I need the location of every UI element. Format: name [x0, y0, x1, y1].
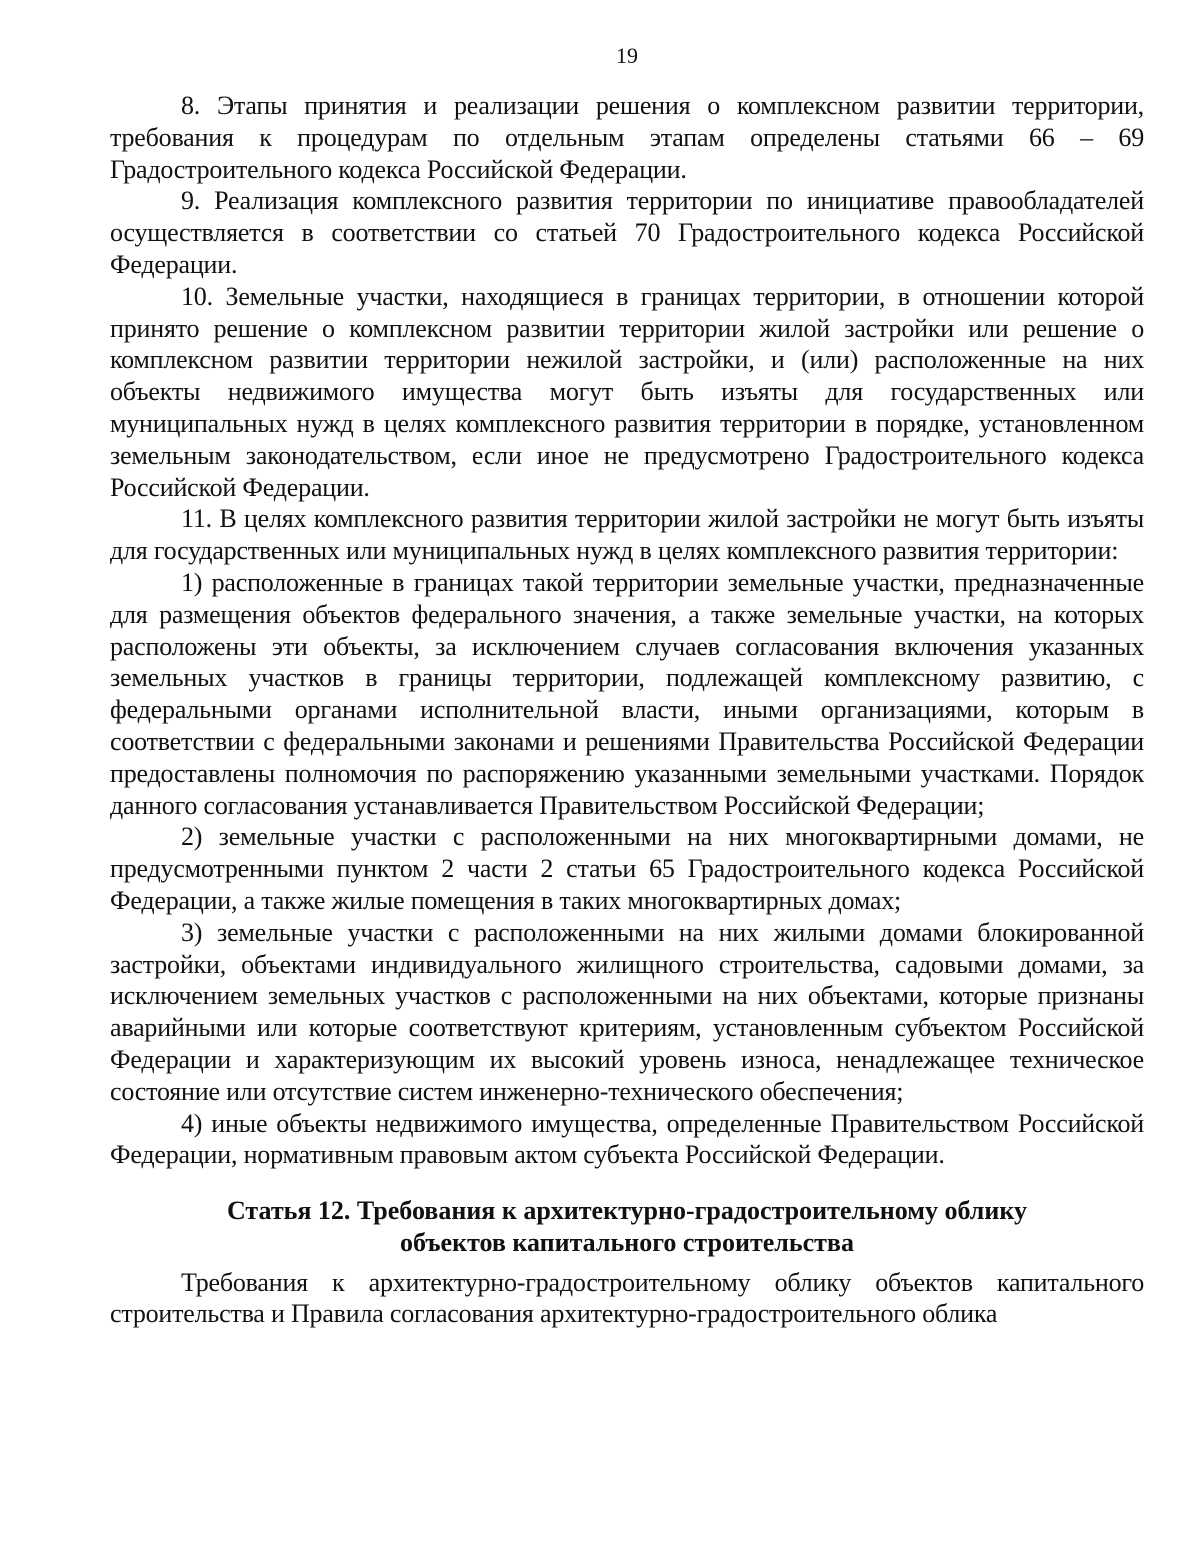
page-number: 19 — [616, 43, 638, 68]
paragraph-11: 11. В целях комплексного развития территории жилой застройки не могут быть изъяты для государственных или муниципальных нужд в целях комплексного развития территории: — [110, 504, 1144, 566]
paragraph-8: 8. Этапы принятия и реализации решения о комплексном развитии территории, требования к процедурам по отдельным этапам определены статьями 66 – 69 Градостроительного кодекса Российской Федерации. — [110, 91, 1144, 184]
article-heading-line-2: объектов капитального строительства — [400, 1227, 854, 1257]
document-body — [110, 90, 1144, 1330]
list-item-1: 1) расположенные в границах такой территории земельные участки, предназначенные для размещения объектов федерального значения, а также земельные участки, на которых расположены эти объекты, за исключением случаев согласования включения указанных земельных участков в границы территории, подлежащей комплексному развитию, с федеральными органами исполнительной власти, иными организациями, которым в соответствии с федеральными законами и решениями Правительства Российской Федерации предоставлены полномочия по распоряжению указанными земельными участками. Порядок данного согласования устанавливается Правительством Российской Федерации; — [110, 567, 1144, 820]
list-item-3: 3) земельные участки с расположенными на них жилыми домами блокированной застройки, объектами индивидуального жилищного строительства, садовыми домами, за исключением земельных участков с расположенными на них объектами, которые признаны аварийными или которые соответствуют критериям, установленным субъектом Российской Федерации и характеризующим их высокий уровень износа, ненадлежащее техническое состояние или отсутствие систем инженерно-технического обеспечения; — [110, 917, 1144, 1106]
paragraph-10: 10. Земельные участки, находящиеся в границах территории, в отношении которой принято решение о комплексном развитии территории жилой застройки или решение о комплексном развитии территории нежилой застройки, и (или) расположенные на них объекты недвижимого имущества могут быть изъяты для государственных или муниципальных нужд в целях комплексного развития территории в порядке, установленном земельным законодательством, если иное не предусмотрено Градостроительного кодекса Российской Федерации. — [110, 281, 1144, 502]
list-item-2: 2) земельные участки с расположенными на них многоквартирными домами, не предусмотренными пунктом 2 части 2 статьи 65 Градостроительного кодекса Российской Федерации, а также жилые помещения в таких многоквартирных домах; — [110, 822, 1144, 915]
article-12-paragraph: Требования к архитектурно-градостроительному облику объектов капитального строительства и Правила согласования архитектурно-градостроительного облика — [110, 1267, 1144, 1329]
article-heading-line-1: Статья 12. Требования к архитектурно-градостроительному облику — [227, 1196, 1027, 1226]
paragraph-9: 9. Реализация комплексного развития территории по инициативе правообладателей осуществляется в соответствии со статьей 70 Градостроительного кодекса Российской Федерации. — [110, 186, 1144, 279]
list-item-4: 4) иные объекты недвижимого имущества, определенные Правительством Российской Федерации, нормативным правовым актом субъекта Российской Федерации. — [110, 1108, 1144, 1170]
article-12-heading — [110, 1195, 1144, 1259]
